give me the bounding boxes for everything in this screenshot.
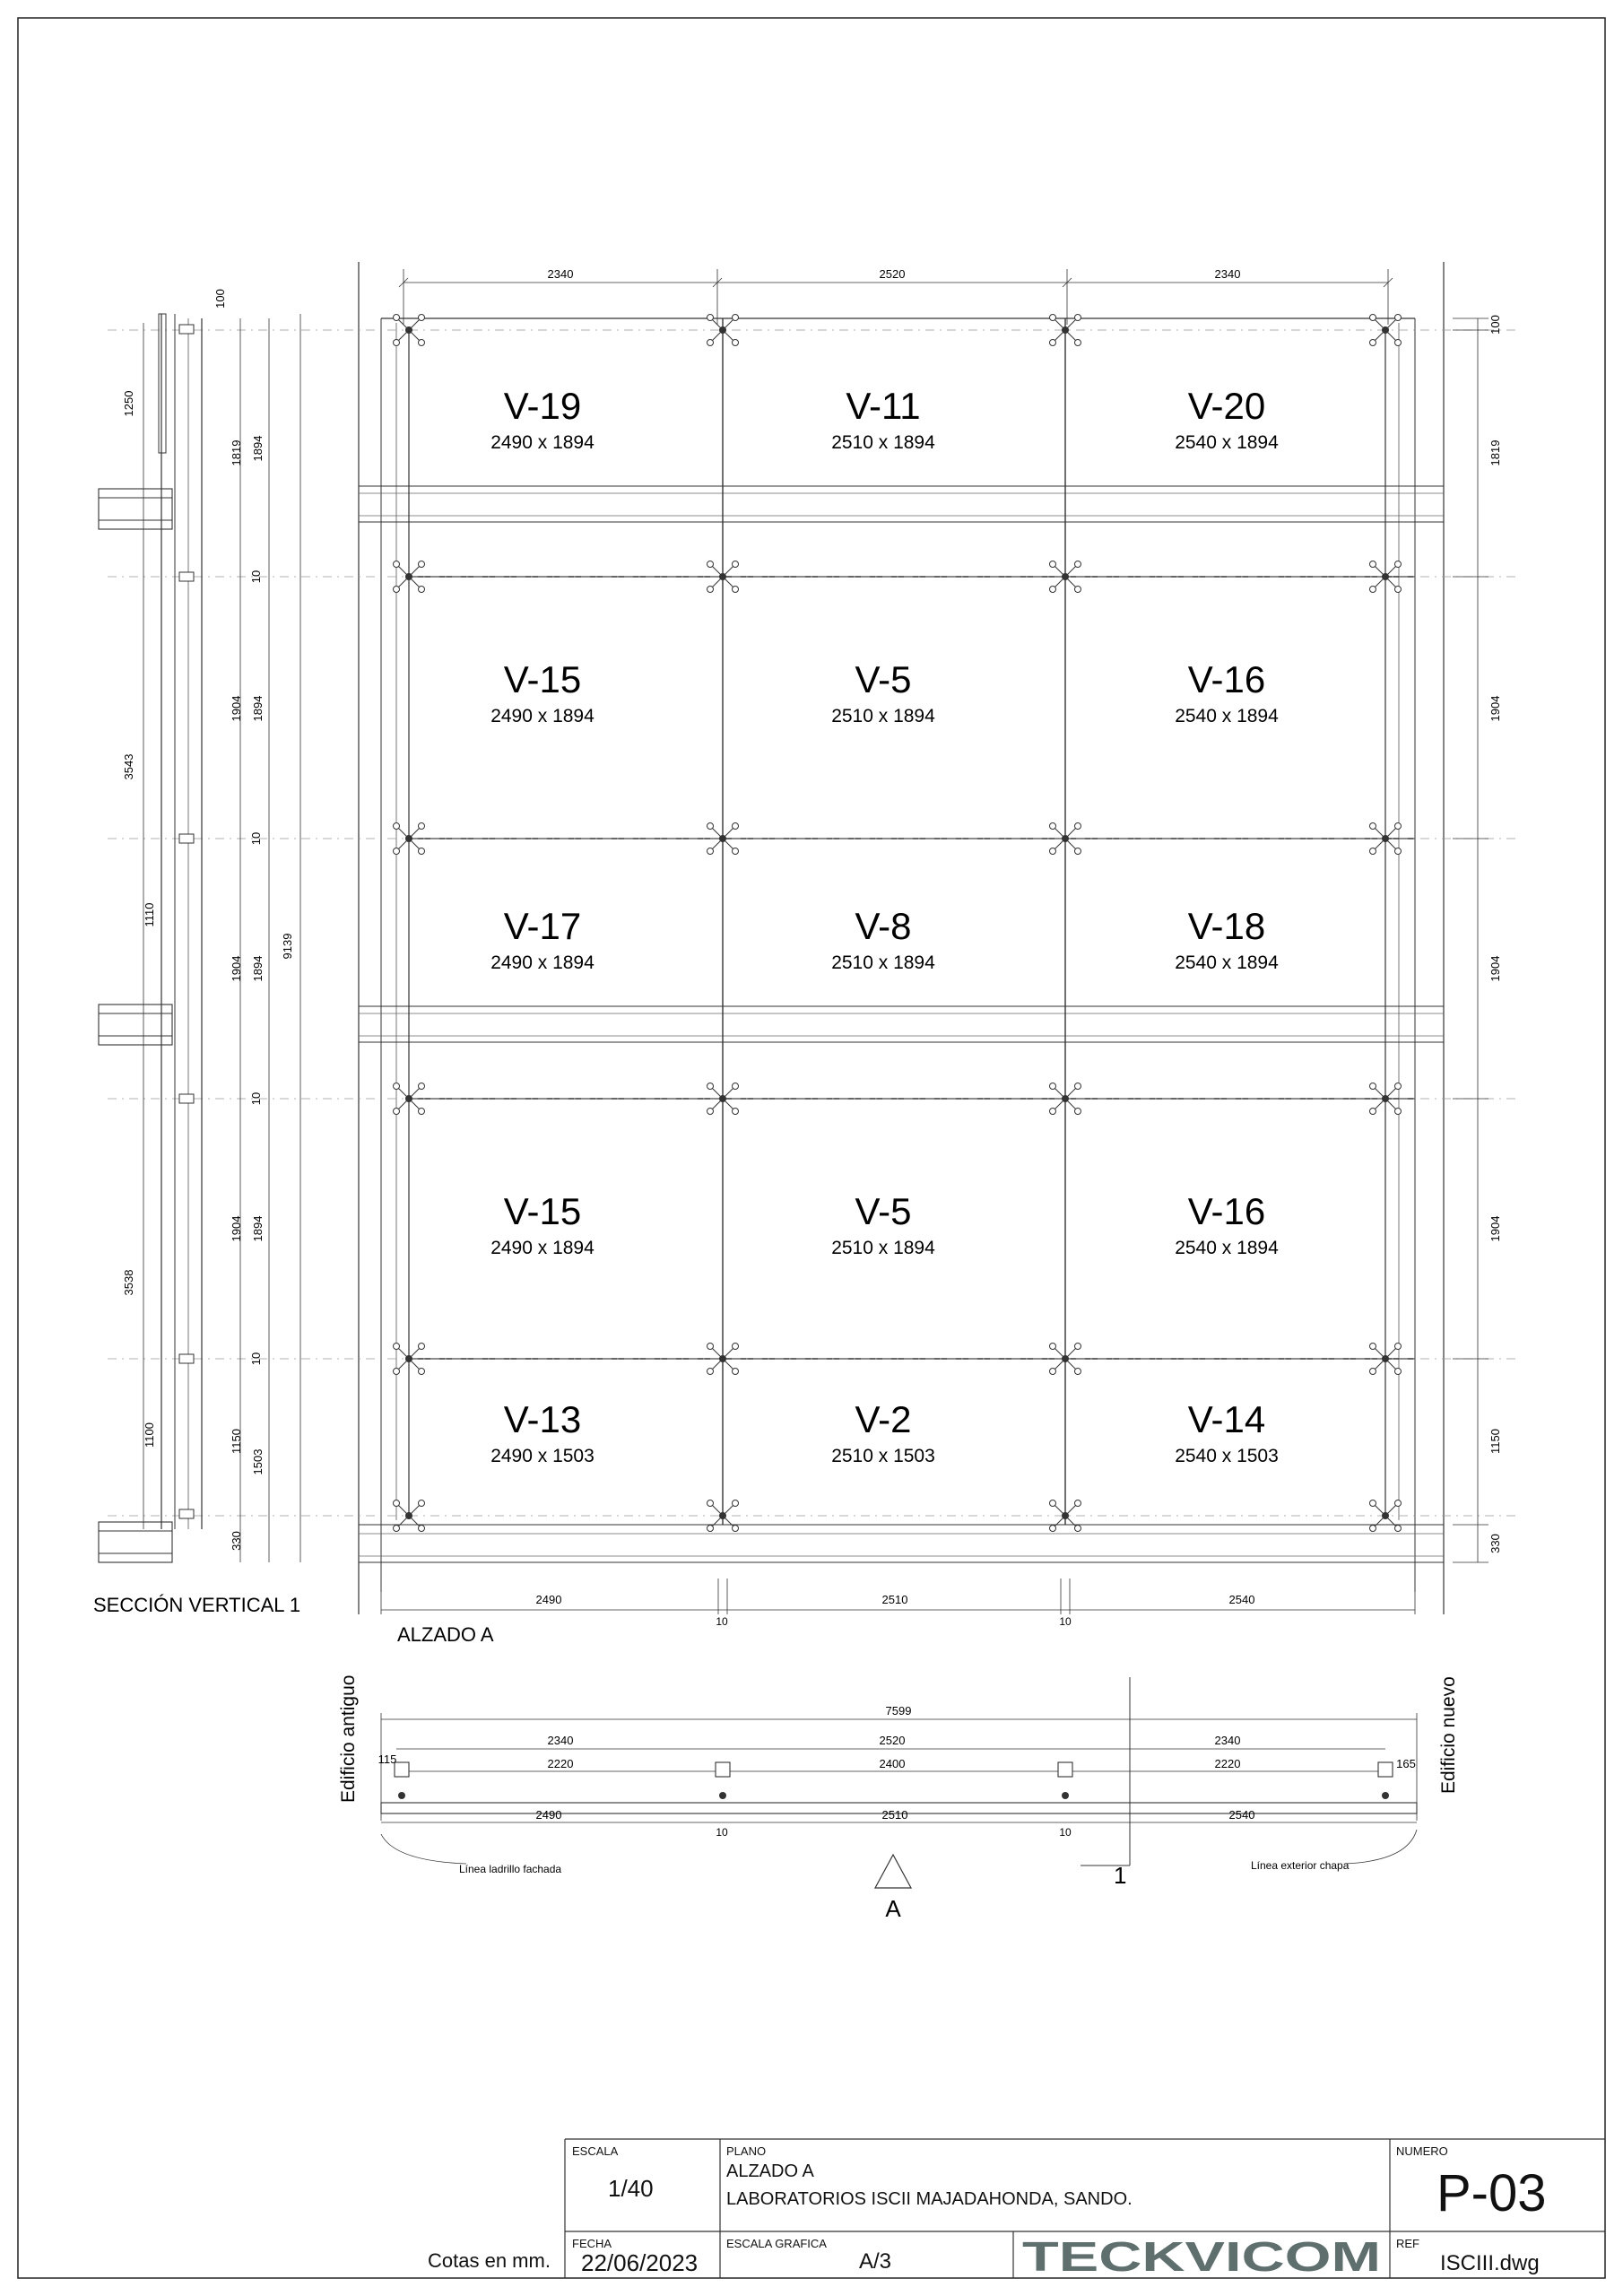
dim-text: 1894 (251, 435, 265, 462)
dim-text: 1904 (1488, 1215, 1502, 1242)
view-marker-triangle (875, 1855, 911, 1888)
panel-size: 2510 x 1894 (831, 706, 935, 726)
cotas-note: Cotas en mm. (428, 2249, 551, 2272)
dim-text: 2340 (547, 1734, 574, 1747)
right-note: Línea exterior chapa (1251, 1859, 1350, 1872)
dim-text: 2340 (1214, 1734, 1241, 1747)
dim-text: 1904 (1488, 695, 1502, 722)
dim-text: 9139 (281, 933, 294, 960)
left-note: Línea ladrillo fachada (459, 1863, 562, 1875)
dim-text: 330 (230, 1531, 243, 1551)
dim-text: 1503 (251, 1448, 265, 1475)
vertical-section-drawing (93, 289, 300, 1616)
dim-text: 10 (249, 831, 263, 846)
section-mark: 1 (1114, 1862, 1127, 1889)
dim-text: 1819 (230, 439, 243, 466)
panel-id: V-14 (1187, 1398, 1266, 1440)
dim-text: 2400 (879, 1757, 906, 1770)
dim-text: 2510 (881, 1593, 908, 1606)
escala-value: 1/40 (608, 2175, 654, 2202)
dim-text: 1904 (230, 955, 243, 982)
plano-label: PLANO (726, 2144, 767, 2158)
section-title: SECCIÓN VERTICAL 1 (93, 1594, 301, 1616)
dim-text: 1250 (122, 390, 135, 417)
dim-text: 330 (1488, 1534, 1502, 1553)
dim-text: 10 (249, 570, 263, 584)
dim-text: 2510 (881, 1808, 908, 1822)
panel-id: V-11 (846, 385, 921, 427)
panel-size: 2540 x 1894 (1175, 706, 1279, 726)
dim-text: 1150 (230, 1429, 243, 1454)
dim-text: 1904 (230, 1215, 243, 1242)
escala-label: ESCALA (572, 2144, 619, 2158)
panel-size: 2540 x 1894 (1175, 1238, 1279, 1258)
company-logo: TECKVICOM (1022, 2233, 1381, 2280)
dim-text: 2520 (879, 1734, 906, 1747)
left-building-label: Edificio antiguo (338, 1674, 359, 1803)
panel-size: 2490 x 1894 (490, 706, 595, 726)
panel-id: V-19 (503, 385, 582, 427)
dim-text: 2540 (1228, 1593, 1255, 1606)
dim-text: 1110 (143, 902, 156, 927)
escala-grafica-label: ESCALA GRAFICA (726, 2237, 827, 2250)
dim-text: 2490 (535, 1593, 562, 1606)
dim-text: 3543 (122, 753, 135, 780)
dim-text: 10 (249, 1091, 263, 1106)
panel-id: V-18 (1187, 905, 1266, 947)
elevation-title: ALZADO A (397, 1623, 494, 1646)
dim-text: 2220 (1214, 1757, 1241, 1770)
dim-text: 1904 (230, 695, 243, 722)
ref-label: REF (1396, 2237, 1419, 2250)
dim-text: 10 (249, 1352, 263, 1366)
dim-text: 2490 (535, 1808, 562, 1822)
dim-text: 10 (716, 1826, 728, 1839)
dim-text: 1150 (1488, 1429, 1502, 1454)
dim-text: 10 (716, 1615, 728, 1628)
panel-size: 2540 x 1894 (1175, 952, 1279, 973)
panel-size: 2540 x 1894 (1175, 432, 1279, 453)
plano-subtitle: LABORATORIOS ISCII MAJADAHONDA, SANDO. (726, 2189, 1133, 2209)
plano-title: ALZADO A (726, 2161, 814, 2181)
panel-id: V-5 (855, 1190, 912, 1232)
fecha-label: FECHA (572, 2237, 612, 2250)
panel-size: 2490 x 1894 (490, 1238, 595, 1258)
fecha-value: 22/06/2023 (581, 2249, 699, 2276)
dim-text: 10 (1059, 1615, 1072, 1628)
panel-id: V-8 (855, 905, 912, 947)
dim-text: 1894 (251, 955, 265, 982)
right-building-label: Edificio nuevo (1438, 1676, 1459, 1794)
dim-text: 1100 (143, 1422, 156, 1448)
panel-id: V-2 (855, 1398, 912, 1440)
panel-id: V-17 (503, 905, 582, 947)
dim-text: 3538 (122, 1269, 135, 1296)
dim-text: 165 (1396, 1757, 1416, 1770)
panel-size: 2490 x 1503 (490, 1446, 595, 1466)
dim-text: 2520 (879, 267, 906, 281)
dim-text: 7599 (885, 1704, 912, 1718)
dim-text: 2540 (1228, 1808, 1255, 1822)
escala-grafica-value: A/3 (859, 2249, 892, 2274)
panel-size: 2510 x 1503 (831, 1446, 935, 1466)
panel-id: V-5 (855, 658, 912, 700)
ref-value: ISCIII.dwg (1440, 2251, 1540, 2275)
panel-id: V-16 (1187, 658, 1266, 700)
dim-text: 1894 (251, 1215, 265, 1242)
dim-text: 100 (213, 289, 227, 309)
dim-text: 2220 (547, 1757, 574, 1770)
panel-size: 2510 x 1894 (831, 952, 935, 973)
sheet-border (18, 18, 1605, 2278)
panel-size: 2490 x 1894 (490, 432, 595, 453)
panel-id: V-15 (503, 658, 582, 700)
numero-value: P-03 (1436, 2164, 1547, 2222)
panel-id: V-15 (503, 1190, 582, 1232)
view-mark: A (885, 1895, 901, 1922)
panel-size: 2490 x 1894 (490, 952, 595, 973)
plan-drawing (338, 1675, 1459, 1922)
elevation-drawing (108, 262, 1515, 1646)
dim-text: 2340 (547, 267, 574, 281)
panel-size: 2510 x 1894 (831, 1238, 935, 1258)
panel-id: V-16 (1187, 1190, 1266, 1232)
numero-label: NUMERO (1396, 2144, 1448, 2158)
dim-text: 115 (378, 1752, 397, 1766)
panel-size: 2510 x 1894 (831, 432, 935, 453)
panel-id: V-20 (1187, 385, 1266, 427)
dim-text: 2340 (1214, 267, 1241, 281)
dim-text: 1894 (251, 695, 265, 722)
dim-text: 1904 (1488, 955, 1502, 982)
dim-text: 100 (1488, 315, 1502, 335)
dim-text: 1819 (1488, 439, 1502, 466)
dim-text: 10 (1059, 1826, 1072, 1839)
panel-size: 2540 x 1503 (1175, 1446, 1279, 1466)
panel-id: V-13 (503, 1398, 582, 1440)
